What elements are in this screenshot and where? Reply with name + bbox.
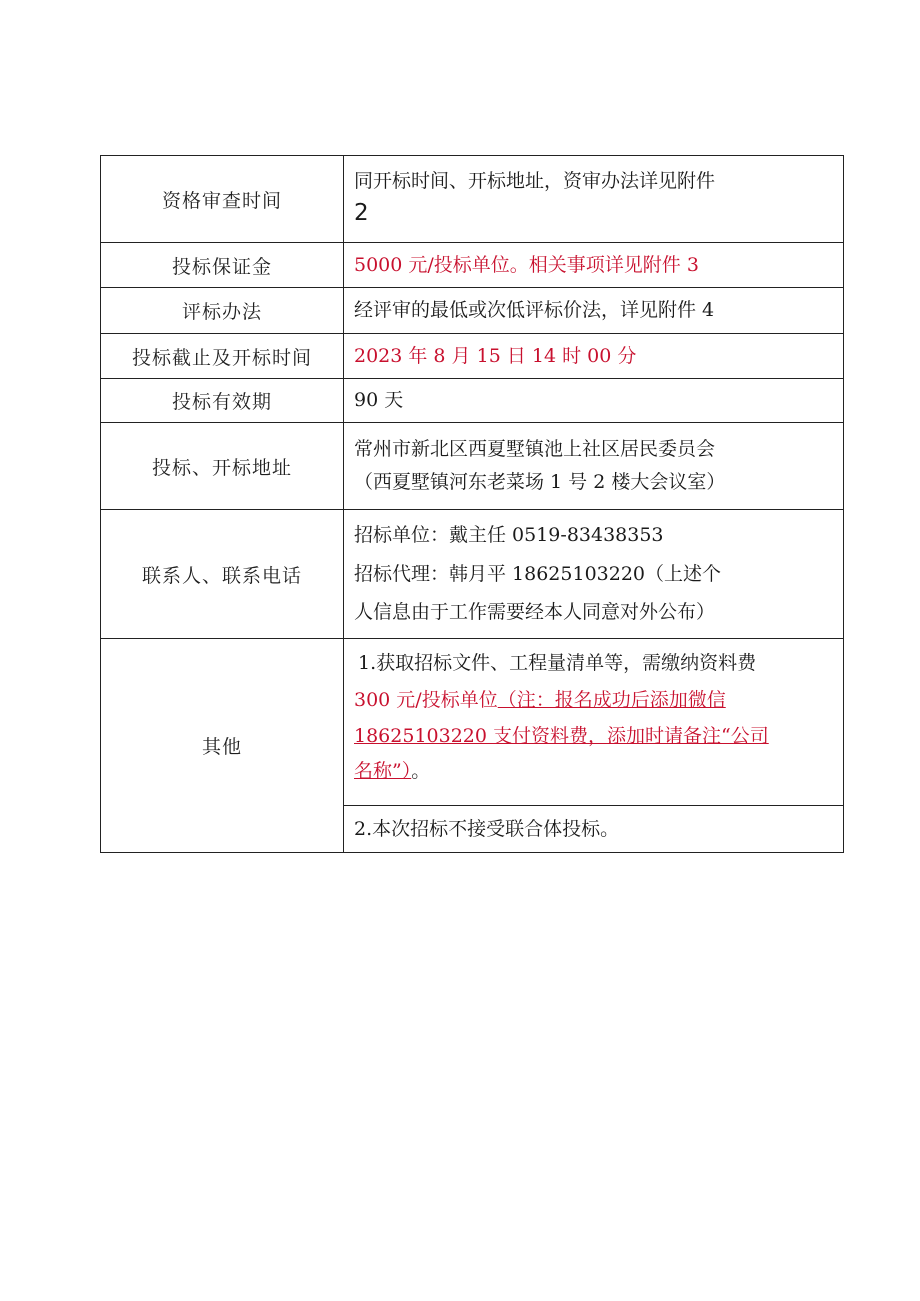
value-line: （西夏墅镇河东老菜场 1 号 2 楼大会议室） [354, 471, 726, 493]
row-label: 联系人、联系电话 [101, 510, 344, 639]
value-line: 常州市新北区西夏墅镇池上社区居民委员会 [354, 438, 716, 461]
row-value: 5000 元/投标单位。相关事项详见附件 3 [344, 243, 844, 288]
row-value: 2023 年 8 月 15 日 14 时 00 分 [344, 334, 844, 379]
row-value: 90 天 [344, 379, 844, 423]
tender-info-table [100, 155, 844, 853]
row-label: 投标有效期 [101, 379, 344, 423]
value-line [354, 759, 839, 784]
value-line: 2 [354, 200, 369, 227]
row-value [344, 639, 844, 853]
table-row [101, 379, 844, 423]
row-label: 投标、开标地址 [101, 423, 344, 510]
row-label: 投标截止及开标时间 [101, 334, 344, 379]
other-item-2 [344, 805, 843, 852]
row-label: 资格审查时间 [101, 156, 344, 243]
period-mark: 。 [411, 760, 431, 783]
value-line: 2.本次招标不接受联合体投标。 [354, 817, 620, 840]
table-row [101, 639, 844, 853]
table-row [101, 156, 844, 243]
table-row [101, 288, 844, 334]
table-row [101, 423, 844, 510]
row-value [344, 510, 844, 639]
value-line: 1.获取招标文件、工程量清单等，需缴纳资料费 [358, 652, 757, 674]
row-value [344, 423, 844, 510]
value-line: 招标单位：戴主任 0519-83438353 [354, 523, 664, 546]
value-line: 招标代理：韩月平 18625103220（上述个 [354, 562, 722, 585]
table-row [101, 243, 844, 288]
table-row [101, 334, 844, 379]
fee-note-end: 名称”） [354, 760, 412, 783]
row-label: 评标办法 [101, 288, 344, 334]
value-line: 18625103220 支付资料费，添加时请备注“公司 [354, 725, 769, 748]
fee-note: （注：报名成功后添加微信 [497, 688, 726, 711]
value-line: 人信息由于工作需要经本人同意对外公布） [354, 601, 716, 624]
row-label: 投标保证金 [101, 243, 344, 288]
fee-amount: 300 元/投标单位 [354, 688, 498, 711]
table-row [101, 510, 844, 639]
row-value: 经评审的最低或次低评标价法，详见附件 4 [344, 288, 844, 334]
row-label: 其他 [101, 639, 344, 853]
other-item-1 [344, 639, 843, 805]
value-line [354, 688, 839, 713]
row-value [344, 156, 844, 243]
value-line: 同开标时间、开标地址，资审办法详见附件 [354, 169, 716, 192]
